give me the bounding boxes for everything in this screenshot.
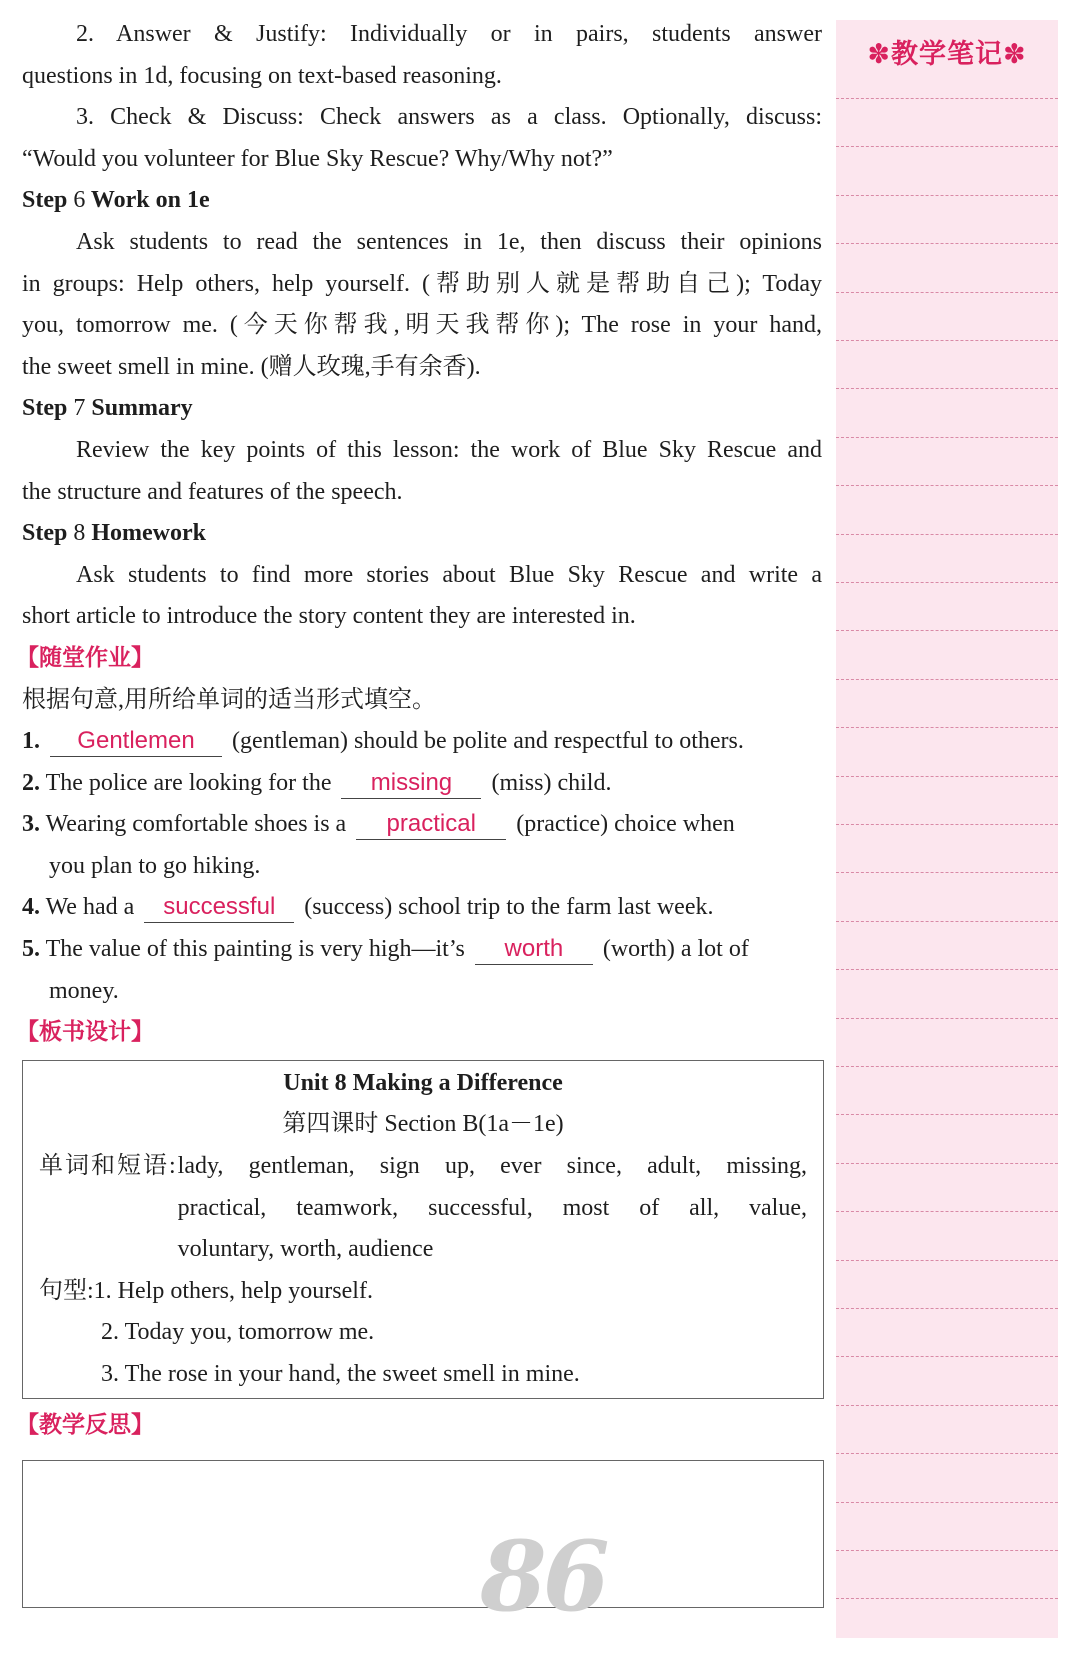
q4-answer-blank: successful — [144, 892, 294, 923]
reflection-box[interactable] — [22, 1460, 824, 1608]
q4-before: We had a — [45, 894, 135, 921]
note-line — [836, 872, 1058, 873]
board-design-box — [22, 1060, 824, 1399]
q1-answer-blank: Gentlemen — [50, 726, 222, 757]
step6-num: 6 — [73, 187, 86, 214]
note-line — [836, 776, 1058, 777]
board-subtitle: 第四课时 Section B(1a－1e) — [282, 1111, 564, 1138]
vocab-row-2 — [39, 1188, 807, 1230]
note-line — [836, 1550, 1058, 1551]
q3-before: Wearing comfortable shoes is a — [45, 811, 347, 838]
question-1 — [22, 721, 822, 763]
note-line — [836, 534, 1058, 535]
notes-title: ✽教学笔记✽ — [867, 39, 1027, 70]
step8-heading — [22, 513, 822, 555]
q3-after: (practice) choice when — [516, 811, 735, 838]
page-number: 86 — [480, 1520, 606, 1633]
homework-instruction: 根据句意,用所给单词的适当形式填空。 — [22, 686, 436, 713]
note-line — [836, 1163, 1058, 1164]
q2-after: (miss) child. — [491, 769, 612, 796]
note-line — [836, 1066, 1058, 1067]
step6-title: Work on 1e — [90, 187, 210, 214]
vocab-line-3: voluntary, worth, audience — [177, 1236, 434, 1263]
note-line — [836, 630, 1058, 631]
note-line — [836, 1114, 1058, 1115]
q1-after: (gentleman) should be polite and respectful to others. — [232, 728, 744, 755]
note-line — [836, 1598, 1058, 1599]
note-line — [836, 1356, 1058, 1357]
note-line — [836, 921, 1058, 922]
step7-heading — [22, 388, 822, 430]
note-line — [836, 146, 1058, 147]
note-line — [836, 292, 1058, 293]
sentence-row-1 — [39, 1271, 807, 1313]
step7-line-1: Review the key points of this lesson: the work of Blue Sky Rescue and — [76, 436, 822, 463]
intro-line-2: questions in 1d, focusing on text-based reasoning. — [22, 62, 502, 89]
note-line — [836, 243, 1058, 244]
step6-label: Step — [22, 187, 68, 214]
note-line — [836, 582, 1058, 583]
note-line — [836, 437, 1058, 438]
notes-sidebar — [836, 20, 1058, 1638]
question-4 — [22, 887, 822, 929]
note-line — [836, 1405, 1058, 1406]
q2-num: 2. — [22, 769, 40, 796]
note-line — [836, 1308, 1058, 1309]
q2-before: The police are looking for the — [45, 769, 332, 796]
q3-answer-blank: practical — [356, 809, 506, 840]
step8-num: 8 — [73, 520, 86, 547]
step7-line-2: the structure and features of the speech. — [22, 478, 403, 505]
note-line — [836, 1018, 1058, 1019]
q5-before: The value of this painting is very high—it’s — [45, 936, 465, 963]
vocab-line-1: lady, gentleman, sign up, ever since, adult, missing, — [177, 1153, 807, 1180]
note-line — [836, 340, 1058, 341]
board-title: Unit 8 Making a Difference — [283, 1069, 563, 1096]
step8-line-1: Ask students to find more stories about Blue Sky Rescue and write a — [76, 561, 822, 588]
vocab-line-2: practical, teamwork, successful, most of all, value, — [177, 1194, 807, 1221]
vocab-row-3 — [39, 1229, 807, 1271]
intro-line-4: “Would you volunteer for Blue Sky Rescue? Why/Why not?” — [22, 145, 613, 172]
note-line — [836, 727, 1058, 728]
q3-num: 3. — [22, 811, 40, 838]
step6-heading — [22, 180, 822, 222]
step6-line-2: in groups: Help others, help yourself. (帮助别人就是帮助自己); Today — [22, 270, 822, 297]
note-line — [836, 195, 1058, 196]
intro-line-1: 2. Answer & Justify: Individually or in pairs, students answer — [76, 21, 822, 47]
step7-label: Step — [22, 395, 68, 422]
q5-after: (worth) a lot of — [602, 936, 749, 963]
q4-after: (success) school trip to the farm last week. — [304, 894, 714, 921]
lesson-content — [16, 14, 822, 1608]
note-line — [836, 1260, 1058, 1261]
q5-answer-blank: worth — [475, 934, 593, 965]
note-line — [836, 1211, 1058, 1212]
step7-title: Summary — [91, 395, 193, 422]
q4-num: 4. — [22, 894, 40, 921]
note-line — [836, 98, 1058, 99]
sentence-3: 3. The rose in your hand, the sweet smell in mine. — [101, 1361, 580, 1387]
note-line — [836, 388, 1058, 389]
sentence-1: 1. Help others, help yourself. — [93, 1277, 373, 1304]
sentence-2: 2. Today you, tomorrow me. — [101, 1319, 375, 1346]
step6-line-4: the sweet smell in mine. (赠人玫瑰,手有余香). — [22, 353, 481, 380]
step7-num: 7 — [73, 395, 86, 422]
sentence-label: 句型: — [39, 1277, 94, 1304]
q5-num: 5. — [22, 936, 40, 963]
note-line — [836, 969, 1058, 970]
q1-num: 1. — [22, 728, 40, 755]
q2-answer-blank: missing — [341, 768, 481, 799]
vocab-row-1 — [39, 1146, 807, 1188]
reflection-heading: 【教学反思】 — [16, 1411, 154, 1438]
note-line — [836, 679, 1058, 680]
intro-line-3: 3. Check & Discuss: Check answers as a class. Optionally, discuss: — [76, 104, 822, 131]
q3-continuation: you plan to go hiking. — [49, 852, 261, 879]
question-5 — [22, 929, 822, 971]
note-line — [836, 485, 1058, 486]
question-3 — [22, 804, 822, 846]
question-2 — [22, 763, 822, 805]
step8-label: Step — [22, 520, 68, 547]
step6-line-1: Ask students to read the sentences in 1e, then discuss their opinions — [76, 228, 822, 255]
note-line — [836, 824, 1058, 825]
step8-line-2: short article to introduce the story content they are interested in. — [22, 603, 636, 630]
note-line — [836, 1453, 1058, 1454]
step8-title: Homework — [91, 520, 206, 547]
homework-heading: 【随堂作业】 — [16, 644, 154, 671]
vocab-label: 单词和短语: — [39, 1153, 178, 1180]
note-line — [836, 1502, 1058, 1503]
step6-line-3: you, tomorrow me. (今天你帮我,明天我帮你); The rose in your hand, — [22, 312, 822, 339]
board-heading: 【板书设计】 — [16, 1019, 154, 1046]
q5-continuation: money. — [49, 977, 119, 1004]
